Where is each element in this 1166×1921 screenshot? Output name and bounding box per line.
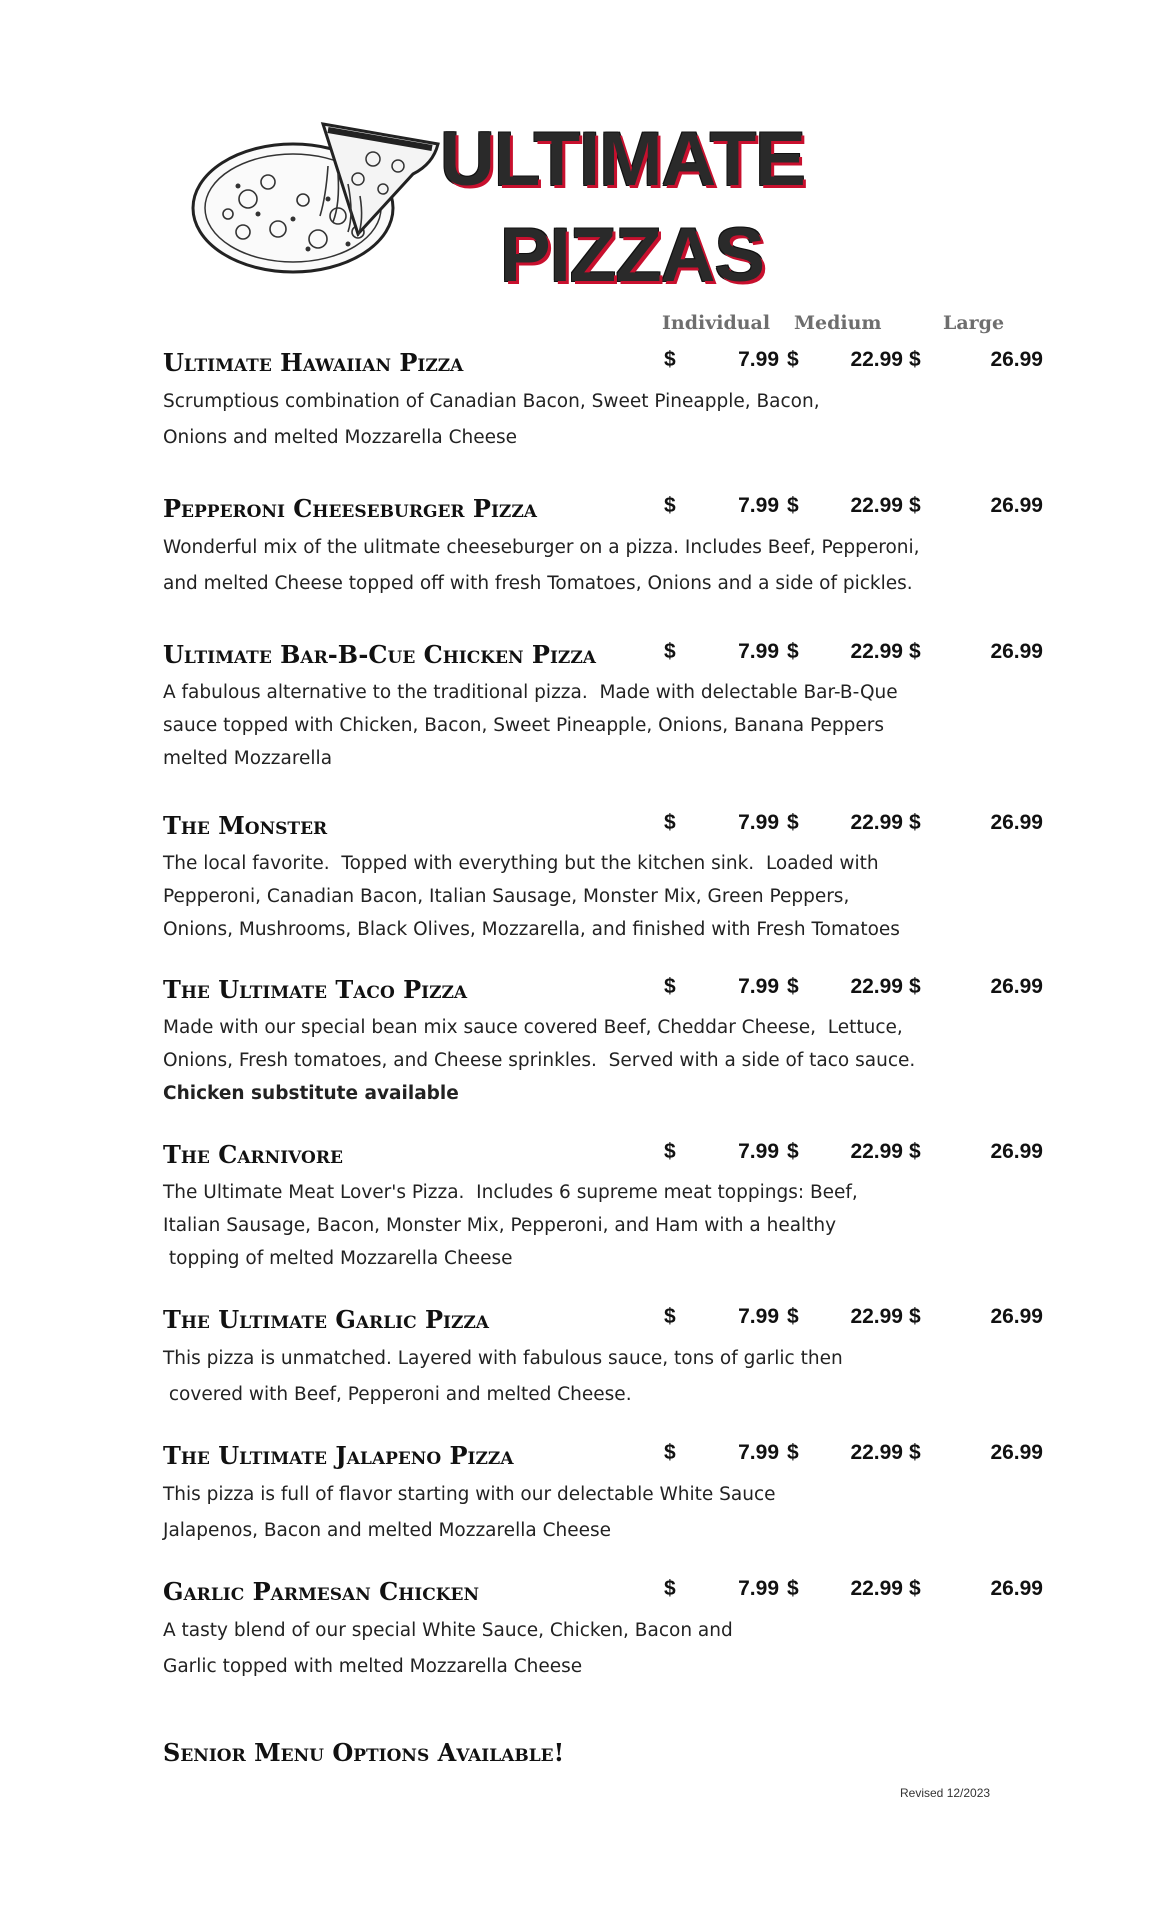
menu-item-description bbox=[163, 847, 1023, 946]
currency-symbol: $ bbox=[787, 1577, 799, 1600]
price-medium: 22.99 bbox=[850, 1305, 903, 1328]
menu-item-name: The Ultimate Garlic Pizza bbox=[163, 1305, 489, 1334]
currency-symbol: $ bbox=[909, 1577, 921, 1600]
price-large: 26.99 bbox=[990, 811, 1043, 834]
description-line: A fabulous alternative to the traditional pizza. Made with delectable Bar-B-Que bbox=[163, 682, 898, 703]
price-large: 26.99 bbox=[990, 975, 1043, 998]
price-medium: 22.99 bbox=[850, 1441, 903, 1464]
price-large: 26.99 bbox=[990, 494, 1043, 517]
price-individual: 7.99 bbox=[738, 1305, 779, 1328]
currency-symbol: $ bbox=[787, 1441, 799, 1464]
description-line: and melted Cheese topped off with fresh Tomatoes, Onions and a side of pickles. bbox=[163, 573, 913, 594]
price-large: 26.99 bbox=[990, 1441, 1043, 1464]
currency-symbol: $ bbox=[909, 640, 921, 663]
description-line: The Ultimate Meat Lover's Pizza. Includes 6 supreme meat toppings: Beef, bbox=[163, 1182, 858, 1203]
price-large: 26.99 bbox=[990, 348, 1043, 371]
description-line: Scrumptious combination of Canadian Bacon, Sweet Pineapple, Bacon, bbox=[163, 391, 820, 412]
menu-item-description bbox=[163, 676, 1023, 775]
price-individual: 7.99 bbox=[738, 348, 779, 371]
description-line: Garlic topped with melted Mozzarella Cheese bbox=[163, 1656, 583, 1677]
currency-symbol: $ bbox=[664, 975, 676, 998]
currency-symbol: $ bbox=[787, 811, 799, 834]
price-medium: 22.99 bbox=[850, 640, 903, 663]
menu-item-name: The Carnivore bbox=[163, 1140, 343, 1169]
currency-symbol: $ bbox=[664, 494, 676, 517]
currency-symbol: $ bbox=[787, 975, 799, 998]
currency-symbol: $ bbox=[909, 1441, 921, 1464]
menu-item-description bbox=[163, 1341, 1023, 1413]
currency-symbol: $ bbox=[909, 1305, 921, 1328]
currency-symbol: $ bbox=[664, 1441, 676, 1464]
price-individual: 7.99 bbox=[738, 640, 779, 663]
price-individual: 7.99 bbox=[738, 811, 779, 834]
currency-symbol: $ bbox=[664, 348, 676, 371]
currency-symbol: $ bbox=[664, 1305, 676, 1328]
currency-symbol: $ bbox=[787, 494, 799, 517]
price-individual: 7.99 bbox=[738, 494, 779, 517]
price-medium: 22.99 bbox=[850, 1140, 903, 1163]
menu-item-description bbox=[163, 1613, 1023, 1685]
currency-symbol: $ bbox=[909, 811, 921, 834]
menu-item-name: Pepperoni Cheeseburger Pizza bbox=[163, 494, 537, 523]
menu-item-name: Ultimate Hawaiian Pizza bbox=[163, 348, 464, 377]
price-large: 26.99 bbox=[990, 1305, 1043, 1328]
description-line: Onions, Mushrooms, Black Olives, Mozzarella, and finished with Fresh Tomatoes bbox=[163, 919, 900, 940]
currency-symbol: $ bbox=[664, 1140, 676, 1163]
currency-symbol: $ bbox=[909, 494, 921, 517]
title-line-2: PIZZAS bbox=[500, 213, 765, 298]
description-line: topping of melted Mozzarella Cheese bbox=[163, 1248, 513, 1269]
description-line: A tasty blend of our special White Sauce, Chicken, Bacon and bbox=[163, 1620, 733, 1641]
description-line: The local favorite. Topped with everything but the kitchen sink. Loaded with bbox=[163, 853, 879, 874]
price-individual: 7.99 bbox=[738, 1577, 779, 1600]
description-line: Made with our special bean mix sauce covered Beef, Cheddar Cheese, Lettuce, bbox=[163, 1017, 903, 1038]
description-line: This pizza is full of flavor starting with our delectable White Sauce bbox=[163, 1484, 776, 1505]
price-medium: 22.99 bbox=[850, 975, 903, 998]
currency-symbol: $ bbox=[664, 640, 676, 663]
currency-symbol: $ bbox=[909, 348, 921, 371]
price-medium: 22.99 bbox=[850, 494, 903, 517]
menu-item-name: Garlic Parmesan Chicken bbox=[163, 1577, 480, 1606]
description-line: Onions, Fresh tomatoes, and Cheese sprinkles. Served with a side of taco sauce. bbox=[163, 1050, 916, 1071]
menu-item-description bbox=[163, 530, 1023, 602]
description-line: Italian Sausage, Bacon, Monster Mix, Pepperoni, and Ham with a healthy bbox=[163, 1215, 837, 1236]
menu-item-name: Ultimate Bar-B-Cue Chicken Pizza bbox=[163, 640, 596, 669]
senior-menu-note: Senior Menu Options Available! bbox=[163, 1738, 565, 1767]
currency-symbol: $ bbox=[909, 1140, 921, 1163]
price-medium: 22.99 bbox=[850, 811, 903, 834]
description-line: covered with Beef, Pepperoni and melted Cheese. bbox=[163, 1384, 632, 1405]
price-large: 26.99 bbox=[990, 1140, 1043, 1163]
description-line: Wonderful mix of the ulitmate cheeseburger on a pizza. Includes Beef, Pepperoni, bbox=[163, 537, 920, 558]
menu-item-description bbox=[163, 1011, 1023, 1110]
price-medium: 22.99 bbox=[850, 1577, 903, 1600]
revised-date: Revised 12/2023 bbox=[900, 1786, 991, 1800]
price-individual: 7.99 bbox=[738, 975, 779, 998]
currency-symbol: $ bbox=[787, 1305, 799, 1328]
price-medium: 22.99 bbox=[850, 348, 903, 371]
substitution-note: Chicken substitute available bbox=[163, 1083, 459, 1104]
price-individual: 7.99 bbox=[738, 1441, 779, 1464]
menu-item-name: The Ultimate Taco Pizza bbox=[163, 975, 468, 1004]
menu-item-description bbox=[163, 384, 1023, 456]
description-line: Onions and melted Mozzarella Cheese bbox=[163, 427, 518, 448]
description-line: melted Mozzarella bbox=[163, 748, 333, 769]
currency-symbol: $ bbox=[787, 640, 799, 663]
description-line: This pizza is unmatched. Layered with fabulous sauce, tons of garlic then bbox=[163, 1348, 843, 1369]
currency-symbol: $ bbox=[787, 348, 799, 371]
pizza-illustration-icon bbox=[188, 104, 448, 280]
description-line: sauce topped with Chicken, Bacon, Sweet Pineapple, Onions, Banana Peppers bbox=[163, 715, 884, 736]
size-header-large: Large bbox=[943, 312, 1005, 334]
price-individual: 7.99 bbox=[738, 1140, 779, 1163]
price-large: 26.99 bbox=[990, 640, 1043, 663]
description-line: Jalapenos, Bacon and melted Mozzarella Cheese bbox=[163, 1520, 611, 1541]
currency-symbol: $ bbox=[664, 811, 676, 834]
currency-symbol: $ bbox=[787, 1140, 799, 1163]
size-header-medium: Medium bbox=[794, 312, 882, 334]
size-header-individual: Individual bbox=[662, 312, 771, 334]
currency-symbol: $ bbox=[664, 1577, 676, 1600]
price-large: 26.99 bbox=[990, 1577, 1043, 1600]
menu-item-name: The Monster bbox=[163, 811, 328, 840]
description-line: Pepperoni, Canadian Bacon, Italian Sausage, Monster Mix, Green Peppers, bbox=[163, 886, 850, 907]
currency-symbol: $ bbox=[909, 975, 921, 998]
menu-item-name: The Ultimate Jalapeno Pizza bbox=[163, 1441, 514, 1470]
menu-item-description bbox=[163, 1477, 1023, 1549]
menu-item-description bbox=[163, 1176, 1023, 1275]
title-line-1: ULTIMATE bbox=[440, 117, 805, 202]
